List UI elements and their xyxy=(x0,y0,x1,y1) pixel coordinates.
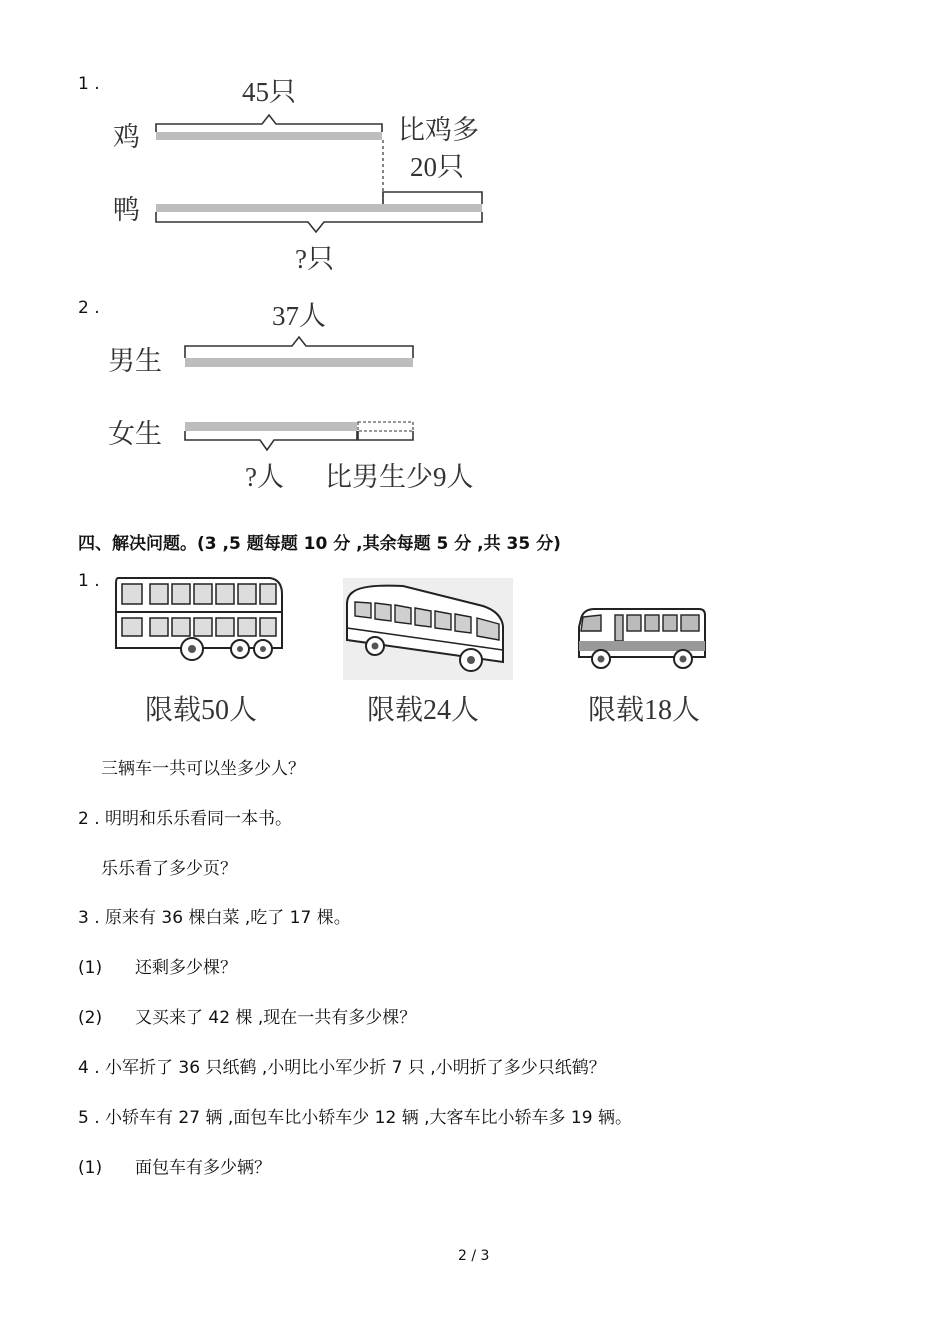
bus1-capacity-label: 限载50人 xyxy=(145,695,258,726)
diagram2-number: 2 . xyxy=(78,298,100,318)
bus2-capacity-label: 限载24人 xyxy=(367,695,480,726)
diagram1-number: 1 . xyxy=(78,74,100,94)
chicken-count-label: 45只 xyxy=(242,77,296,107)
girls-question-label: ?人 xyxy=(245,462,284,492)
girls-missing-dashed-box xyxy=(358,422,413,431)
more-than-label-line1: 比鸡多 xyxy=(398,115,479,145)
boys-count-label: 37人 xyxy=(272,301,326,331)
missing-bottom-brace xyxy=(358,431,413,440)
problem1-question: 三辆车一共可以坐多少人？ xyxy=(101,759,305,779)
page-number: 2 / 3 xyxy=(458,1248,490,1264)
problem5-sub1-number: (1) xyxy=(78,1158,103,1178)
problem3-sub2-number: (2) xyxy=(78,1008,103,1028)
more-than-label-line2: 20只 xyxy=(410,152,464,182)
minibus-image xyxy=(575,603,707,673)
problem5-sub1-question: 面包车有多少辆？ xyxy=(135,1158,271,1178)
duck-label: 鸭 xyxy=(113,195,140,225)
diagram2-figure xyxy=(0,0,950,520)
girls-label: 女生 xyxy=(108,419,162,449)
problem3-sub1-number: (1) xyxy=(78,958,103,978)
chicken-label: 鸡 xyxy=(113,122,140,152)
problem1-number: 1 . xyxy=(78,571,100,591)
fewer-than-label: 比男生少9人 xyxy=(325,462,474,492)
duck-question-label: ?只 xyxy=(295,244,334,274)
double-decker-bus-image xyxy=(110,572,285,664)
problem2-text: 2 . 明明和乐乐看同一本书。 xyxy=(78,809,293,829)
bus3-capacity-label: 限载18人 xyxy=(588,695,701,726)
problem3-sub1-question: 还剩多少棵？ xyxy=(135,958,237,978)
boys-label: 男生 xyxy=(108,346,162,376)
problem2-question: 乐乐看了多少页？ xyxy=(101,859,237,879)
girls-bottom-brace xyxy=(185,431,357,450)
problem5-text: 5 . 小轿车有 27 辆 ,面包车比小轿车少 12 辆 ,大客车比小轿车多 19 辆。 xyxy=(78,1108,632,1128)
girls-bar xyxy=(185,422,357,431)
problem4-text: 4 . 小军折了 36 只纸鹤 ,小明比小军少折 7 只 ,小明折了多少只纸鹤？ xyxy=(78,1058,606,1078)
problem3-sub2-question: 又买来了 42 棵 ,现在一共有多少棵？ xyxy=(135,1008,417,1028)
boys-top-brace xyxy=(185,337,413,358)
boys-bar xyxy=(185,358,413,367)
problem3-text: 3 . 原来有 36 棵白菜 ,吃了 17 棵。 xyxy=(78,908,351,928)
coach-bus-image xyxy=(343,578,513,680)
section4-heading: 四、解决问题。(3 ,5 题每题 10 分 ,其余每题 5 分 ,共 35 分) xyxy=(78,534,561,554)
